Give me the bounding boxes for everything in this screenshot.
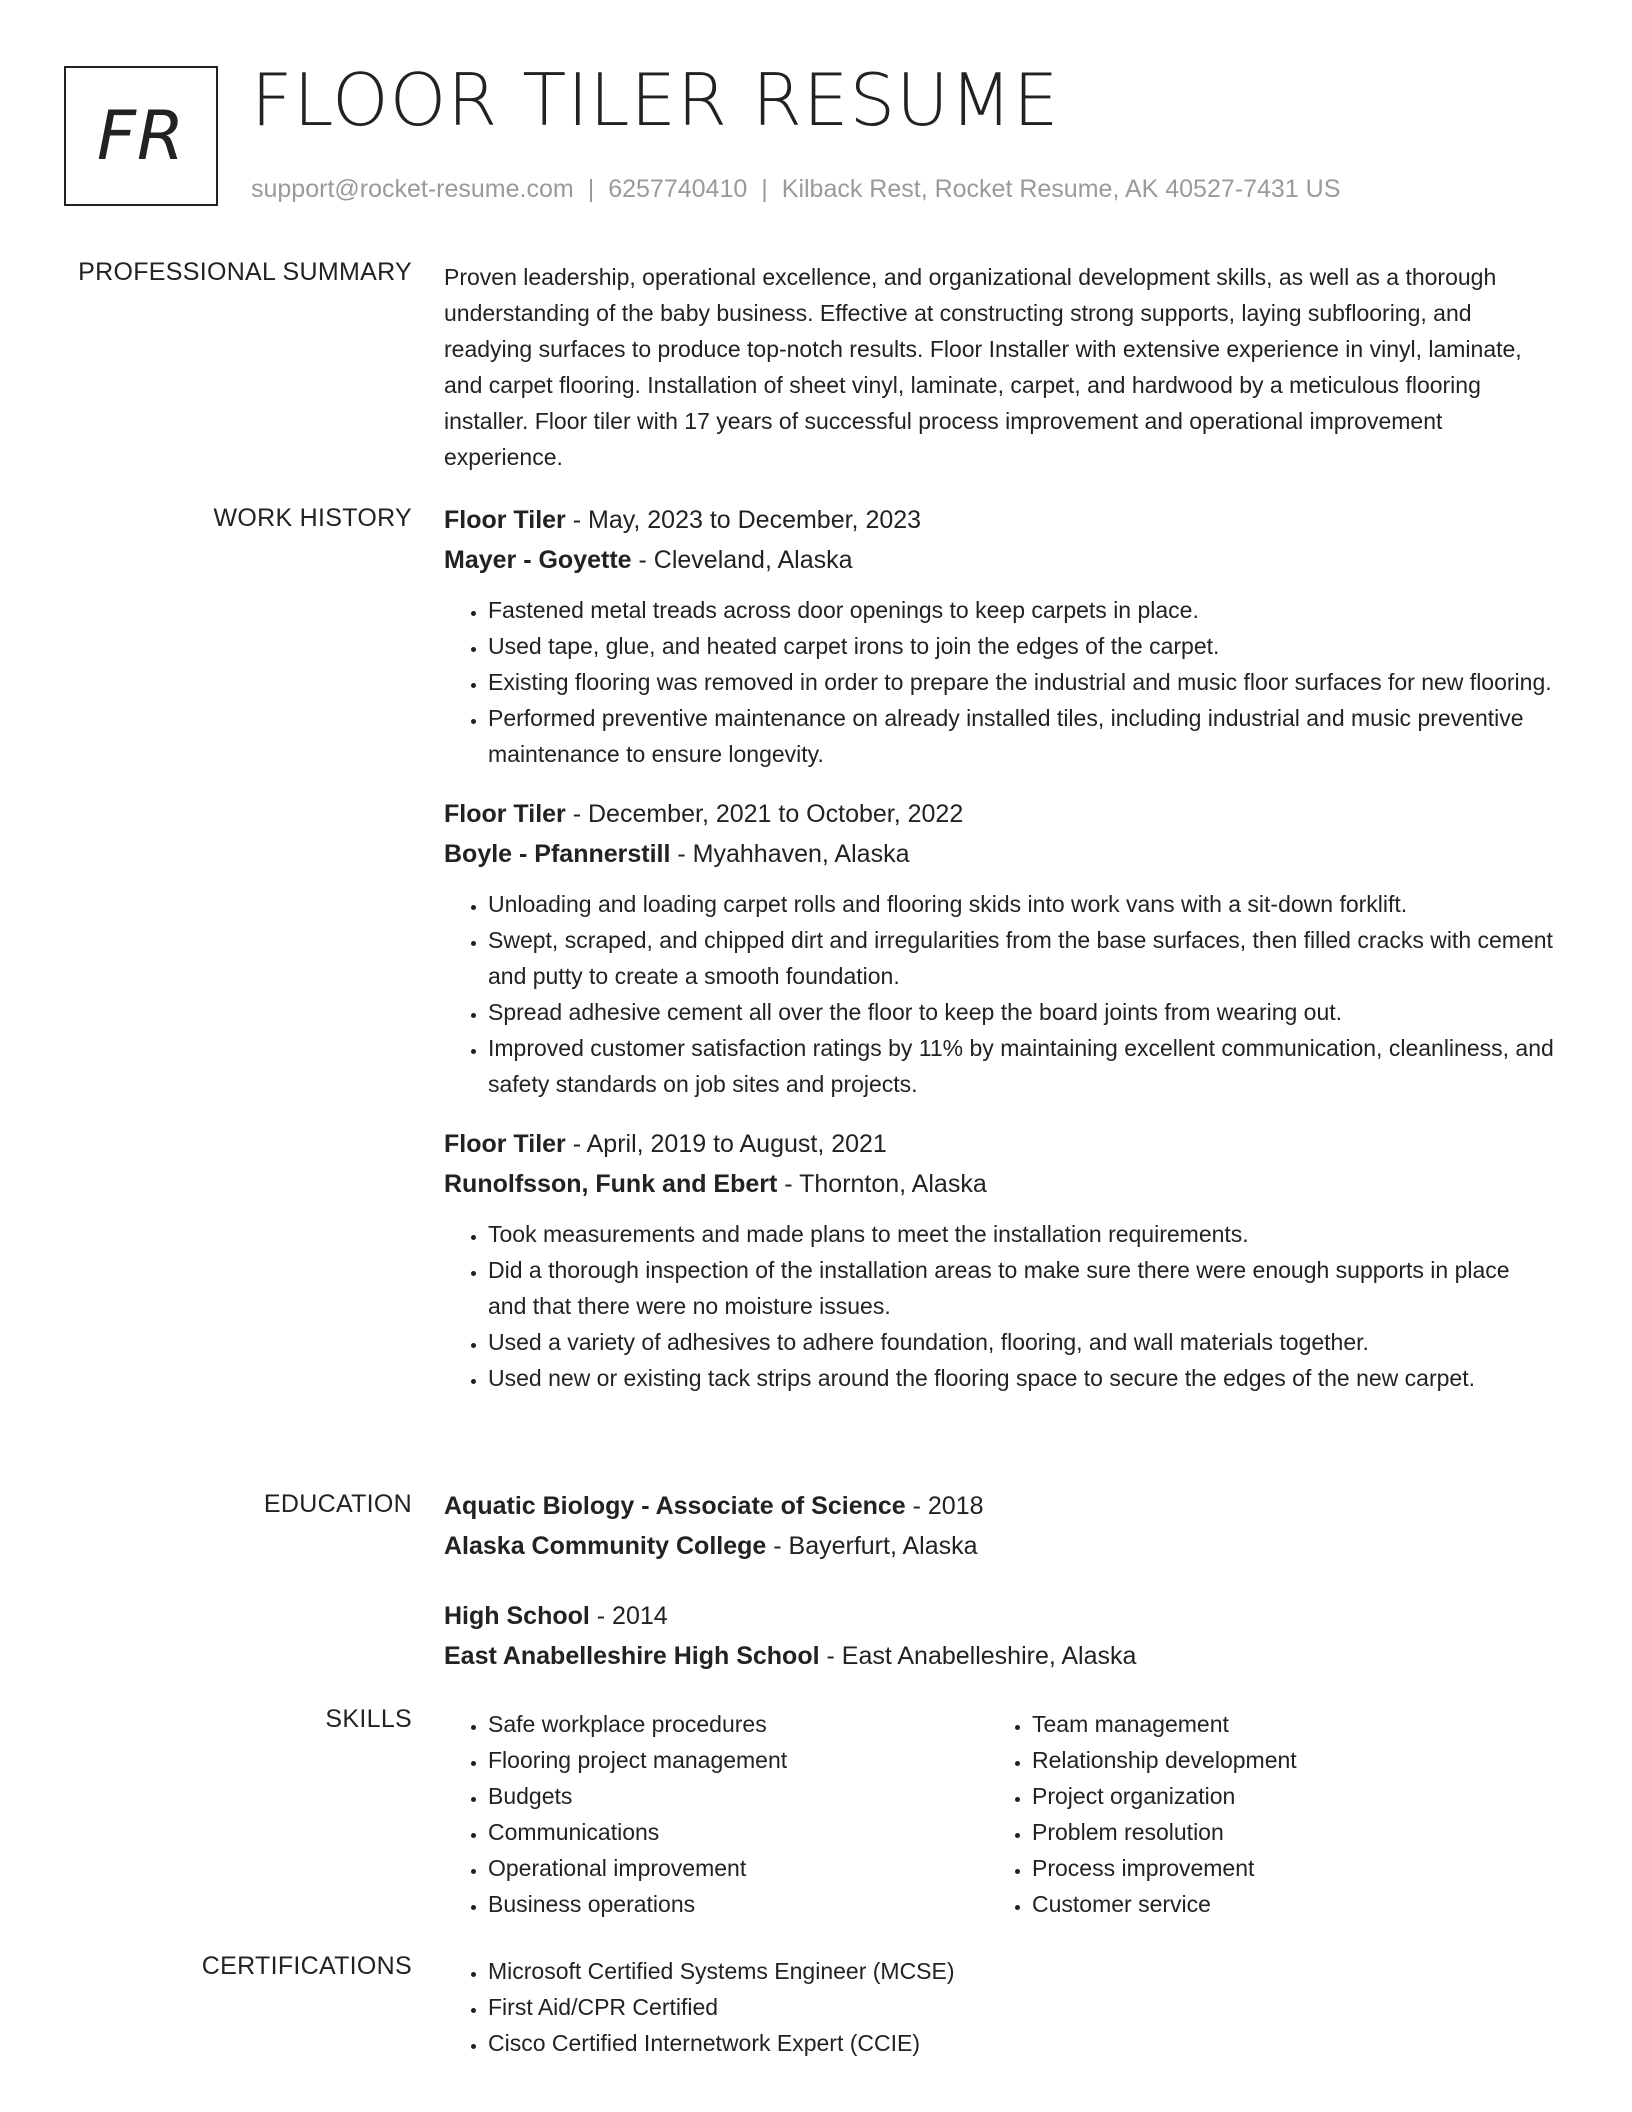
list-item: • Project organization (1032, 1778, 1532, 1814)
section-label: WORK HISTORY (213, 504, 412, 532)
job-title-line (444, 794, 1554, 834)
job-entry (444, 794, 1554, 1102)
section-label: EDUCATION (263, 1490, 412, 1518)
list-item: • Safe workplace procedures (488, 1706, 988, 1742)
section-label: SKILLS (325, 1705, 412, 1733)
list-item: • Unloading and loading carpet rolls and flooring skids into work vans with a sit-down forklift. (488, 886, 1554, 922)
list-item: • Improved customer satisfaction ratings by 11% by maintaining excellent communication, cleanliness, and safety standards on job sites and projects. (488, 1030, 1554, 1102)
section-label: CERTIFICATIONS (201, 1952, 412, 1980)
job-entry (444, 500, 1554, 772)
list-item: • Spread adhesive cement all over the floor to keep the board joints from wearing out. (488, 994, 1554, 1030)
monogram-logo: FR (64, 66, 218, 206)
contact-address: Kilback Rest, Rocket Resume, AK 40527-7431 US (781, 175, 1341, 203)
job-company: Runolfsson, Funk and Ebert (444, 1170, 778, 1198)
resume-title: FLOOR TILER RESUME (251, 58, 1060, 142)
job-bullets (444, 592, 1554, 772)
job-bullets (444, 886, 1554, 1102)
job-company-line (444, 834, 1554, 874)
job-location: - Cleveland, Alaska (631, 546, 853, 574)
job-title-line (444, 500, 1554, 540)
degree-name: Aquatic Biology - Associate of Science (444, 1492, 906, 1520)
degree-year: - 2014 (589, 1602, 668, 1630)
school-name: East Anabelleshire High School (444, 1642, 820, 1670)
list-item: • Used tape, glue, and heated carpet irons to join the edges of the carpet. (488, 628, 1554, 664)
job-dates: - May, 2023 to December, 2023 (565, 506, 922, 534)
list-item: • Did a thorough inspection of the installation areas to make sure there were enough supports in place and that there were no moisture issues. (488, 1252, 1554, 1324)
education-entry (444, 1596, 1554, 1676)
job-title-line (444, 1124, 1554, 1164)
school-location: - East Anabelleshire, Alaska (819, 1642, 1137, 1670)
list-item: • Problem resolution (1032, 1814, 1532, 1850)
list-item: • Flooring project management (488, 1742, 988, 1778)
list-item: • Fastened metal treads across door openings to keep carpets in place. (488, 592, 1554, 628)
list-item: • Customer service (1032, 1886, 1532, 1922)
job-company: Mayer - Goyette (444, 546, 632, 574)
list-item: • Performed preventive maintenance on already installed tiles, including industrial and music preventive maintenance to ensure longevity. (488, 700, 1554, 772)
job-location: - Thornton, Alaska (777, 1170, 987, 1198)
list-item: • Budgets (488, 1778, 988, 1814)
job-bullets (444, 1216, 1554, 1396)
list-item: • Swept, scraped, and chipped dirt and irregularities from the base surfaces, then filled cracks with cement and putty to create a smooth foundation. (488, 922, 1554, 994)
degree-line (444, 1596, 1554, 1636)
contact-phone[interactable]: 6257740410 (608, 175, 748, 203)
list-item: • Cisco Certified Internetwork Expert (CCIE) (488, 2025, 1554, 2061)
school-line (444, 1526, 1554, 1566)
job-company: Boyle - Pfannerstill (444, 840, 671, 868)
list-item: • Business operations (488, 1886, 988, 1922)
job-entry (444, 1124, 1554, 1396)
job-title: Floor Tiler (444, 800, 566, 828)
job-location: - Myahhaven, Alaska (670, 840, 910, 868)
degree-year: - 2018 (905, 1492, 984, 1520)
summary-text: Proven leadership, operational excellence, and organizational development skills, as well as a thorough understanding of the baby business. Effective at constructing strong supports, laying subflooring, and readying surfaces to produce top-notch results. Floor Installer with extensive experience in vinyl, laminate, and carpet flooring. Installation of sheet vinyl, laminate, carpet, and hardwood by a meticulous flooring installer. Floor tiler with 17 years of successful process improvement and operational improvement experience. (444, 264, 1522, 470)
education-entry (444, 1486, 1554, 1566)
list-item: • Took measurements and made plans to meet the installation requirements. (488, 1216, 1554, 1252)
skills-list-right (988, 1706, 1532, 1922)
list-item: • Communications (488, 1814, 988, 1850)
list-item: • Used new or existing tack strips around the flooring space to secure the edges of the new carpet. (488, 1360, 1554, 1396)
list-item: • Relationship development (1032, 1742, 1532, 1778)
job-company-line (444, 540, 1554, 580)
job-company-line (444, 1164, 1554, 1204)
list-item: • Microsoft Certified Systems Engineer (MCSE) (488, 1953, 1554, 1989)
list-item: • Used a variety of adhesives to adhere foundation, flooring, and wall materials together. (488, 1324, 1554, 1360)
contact-email[interactable]: support@rocket-resume.com (251, 175, 574, 203)
skills-columns (444, 1706, 1554, 1922)
contact-separator: | (587, 175, 595, 203)
list-item: • Operational improvement (488, 1850, 988, 1886)
school-location: - Bayerfurt, Alaska (766, 1532, 978, 1560)
school-name: Alaska Community College (444, 1532, 767, 1560)
list-item: • Existing flooring was removed in order to prepare the industrial and music floor surfaces for new flooring. (488, 664, 1554, 700)
job-title: Floor Tiler (444, 506, 566, 534)
list-item: • Team management (1032, 1706, 1532, 1742)
degree-name: High School (444, 1602, 590, 1630)
job-title: Floor Tiler (444, 1130, 566, 1158)
job-dates: - December, 2021 to October, 2022 (565, 800, 964, 828)
job-dates: - April, 2019 to August, 2021 (565, 1130, 887, 1158)
contact-separator: | (761, 175, 768, 203)
contact-line (251, 175, 1340, 204)
section-label: PROFESSIONAL SUMMARY (78, 258, 412, 286)
skills-list-left (444, 1706, 988, 1922)
certifications-list (444, 1953, 1554, 2061)
degree-line (444, 1486, 1554, 1526)
school-line (444, 1636, 1554, 1676)
list-item: • Process improvement (1032, 1850, 1532, 1886)
list-item: • First Aid/CPR Certified (488, 1989, 1554, 2025)
